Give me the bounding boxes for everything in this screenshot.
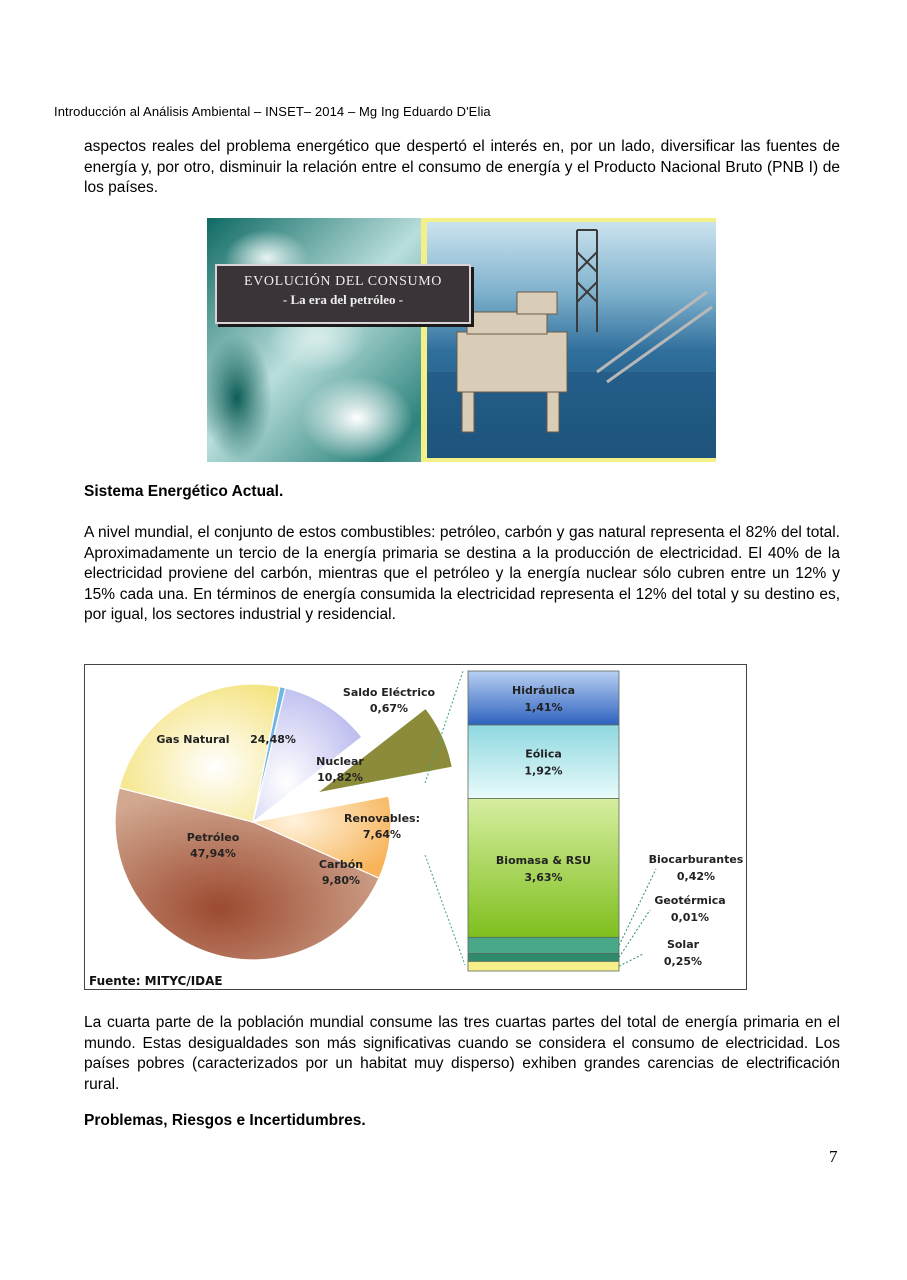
pie-label-renovables: Renovables: bbox=[344, 812, 420, 825]
paragraph-sistema: A nivel mundial, el conjunto de estos combustibles: petróleo, carbón y gas natural representa el 82% del total. Aproximadamente un tercio de la energía primaria se destina a la producción de electricidad. El 40% de la electricidad proviene del carbón, mientras que el petróleo y la energía nuclear sólo cubren entre un 12% y 15% cada una. En términos de energía consumida la electricidad representa el 12% del total y su destino es, por igual, los sectores industrial y residencial. bbox=[84, 524, 840, 624]
bar-label-eolica: Eólica bbox=[525, 747, 562, 761]
pie-value-carbon: 9,80% bbox=[321, 874, 361, 887]
bar-segment-solar bbox=[468, 961, 619, 971]
pie-label-saldo-electrico: Saldo Eléctrico bbox=[342, 686, 436, 699]
bar-segment-hidraulica bbox=[468, 671, 619, 725]
bar-value-biocarburantes: 0,42% bbox=[676, 870, 716, 883]
pie-value-petroleo: 47,94% bbox=[190, 847, 236, 860]
leader-line-geotermica bbox=[619, 910, 650, 957]
section-heading-problemas: Problemas, Riesgos e Incertidumbres. bbox=[84, 1112, 366, 1129]
pie-label-carbon: Carbón bbox=[318, 858, 364, 871]
pie-value-saldo-electrico: 0,67% bbox=[369, 702, 409, 715]
banner-subtitle: - La era del petróleo - bbox=[282, 292, 404, 307]
energy-pie-chart bbox=[84, 664, 747, 990]
banner-image bbox=[207, 218, 716, 462]
chart-svg bbox=[85, 665, 746, 989]
bar-segment-geotermica bbox=[468, 953, 619, 961]
banner-title-box bbox=[215, 264, 471, 324]
bar-label-biocarburantes: Biocarburantes bbox=[648, 853, 744, 866]
bar-value-eolica: 1,92% bbox=[524, 764, 563, 778]
running-header: Introducción al Análisis Ambiental – INSET– 2014 – Mg Ing Eduardo D'Elia bbox=[54, 104, 491, 119]
bar-segment-biomasa-rsu bbox=[468, 798, 619, 937]
pie-label-nuclear: Nuclear bbox=[316, 755, 364, 768]
chart-source: Fuente: MITYC/IDAE bbox=[89, 974, 223, 988]
section-heading-sistema: Sistema Energético Actual. bbox=[84, 483, 284, 500]
leader-line-solar bbox=[619, 954, 643, 966]
pie-value-gas-natural: 24,48% bbox=[250, 733, 296, 746]
oil-platform-icon bbox=[427, 222, 716, 458]
pie-label-petroleo: Petróleo bbox=[186, 831, 240, 844]
page-number: 7 bbox=[829, 1147, 838, 1166]
pie-value-nuclear: 10,82% bbox=[317, 771, 363, 784]
leader-line-biocarburantes bbox=[619, 869, 656, 945]
bar-segment-biocarburantes bbox=[468, 937, 619, 953]
pie-value-renovables: 7,64% bbox=[362, 828, 402, 841]
banner-title: EVOLUCIÓN DEL CONSUMO bbox=[244, 274, 442, 289]
bar-label-solar: Solar bbox=[666, 938, 700, 951]
bar-label-biomasa-rsu: Biomasa & RSU bbox=[495, 853, 592, 867]
connector-bottom bbox=[425, 855, 465, 965]
bar-label-geotermica: Geotérmica bbox=[654, 894, 726, 907]
pie-label-gas-natural: Gas Natural bbox=[156, 733, 230, 746]
oil-platform-photo bbox=[421, 218, 716, 462]
bar-label-hidraulica: Hidráulica bbox=[511, 683, 576, 697]
bar-value-geotermica: 0,01% bbox=[670, 911, 710, 924]
bar-value-solar: 0,25% bbox=[663, 955, 703, 968]
paragraph-poblacion: La cuarta parte de la población mundial consume las tres cuartas partes del total de energía primaria en el mundo. Estas desigualdades son más significativas cuando se considera el consumo de electricidad. Los países pobres (caracterizados por un habitat muy disperso) exhiben grandes carencias de electrificación rural. bbox=[84, 1014, 840, 1093]
bar-value-hidraulica: 1,41% bbox=[524, 700, 563, 714]
bar-segment-eolica bbox=[468, 725, 619, 798]
bar-value-biomasa-rsu: 3,63% bbox=[524, 870, 563, 884]
paragraph-intro: aspectos reales del problema energético que despertó el interés en, por un lado, diversificar las fuentes de energía y, por otro, disminuir la relación entre el consumo de energía y el Producto Nacional Bruto (PNB I) de los países. bbox=[84, 138, 840, 197]
